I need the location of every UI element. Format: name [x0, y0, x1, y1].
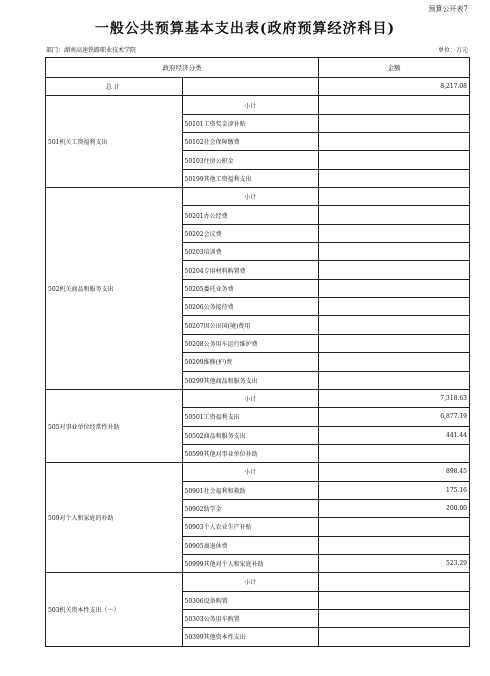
item-amount: 523.29 — [319, 554, 470, 572]
group-subtotal-row — [46, 463, 470, 481]
header-amount: 金额 — [319, 58, 470, 78]
group-name: 505对事业单位经常性补助 — [46, 389, 183, 462]
table-header-row — [46, 58, 470, 78]
item-name: 50903个人农业生产补贴 — [182, 518, 319, 536]
item-amount: 6,877.19 — [319, 408, 470, 426]
item-name: 50204专用材料购置费 — [182, 261, 319, 279]
item-name: 50501工资福利支出 — [182, 408, 319, 426]
item-name: 50101工资奖金津补贴 — [182, 114, 319, 132]
group-subtotal-row — [46, 573, 470, 591]
form-number: 预算公开表7 — [428, 5, 468, 13]
item-amount — [319, 169, 470, 187]
item-amount — [319, 243, 470, 261]
subtotal-label: 小计 — [182, 389, 319, 407]
item-amount — [319, 133, 470, 151]
unit-label: 单位：万元 — [437, 47, 468, 54]
item-name: 50202会议费 — [182, 224, 319, 242]
item-amount — [319, 518, 470, 536]
item-name: 50905离退休费 — [182, 536, 319, 554]
item-name: 50207因公出国(境)费用 — [182, 316, 319, 334]
group-name: 509对个人和家庭的补助 — [46, 463, 183, 573]
item-name: 50203培训费 — [182, 243, 319, 261]
item-name: 50103住房公积金 — [182, 151, 319, 169]
item-name: 50206公务接待费 — [182, 298, 319, 316]
item-name: 50102社会保障缴费 — [182, 133, 319, 151]
item-name: 50303公务用车购置 — [182, 609, 319, 627]
item-name: 50902助学金 — [182, 499, 319, 517]
item-amount: 200.00 — [319, 499, 470, 517]
budget-table — [45, 57, 470, 647]
total-item-cell — [182, 78, 319, 96]
item-amount — [319, 628, 470, 646]
department-label: 部门：湖南高速铁路职业技术学院 — [46, 47, 137, 54]
item-name: 50209维修(护)费 — [182, 353, 319, 371]
budget-table-body — [46, 58, 470, 647]
item-amount — [319, 298, 470, 316]
subtotal-amount: 7,318.63 — [319, 389, 470, 407]
item-amount — [319, 151, 470, 169]
total-row — [46, 78, 470, 96]
item-name: 50306设备购置 — [182, 591, 319, 609]
subtotal-amount: 898.45 — [319, 463, 470, 481]
subtotal-amount — [319, 96, 470, 114]
header-category: 政府经济分类 — [46, 58, 319, 78]
item-amount — [319, 224, 470, 242]
item-amount — [319, 206, 470, 224]
item-name: 50201办公经费 — [182, 206, 319, 224]
total-label: 总计 — [46, 78, 183, 96]
item-name: 50399其他资本性支出 — [182, 628, 319, 646]
item-amount — [319, 371, 470, 389]
item-amount — [319, 444, 470, 462]
item-name: 50999其他对个人和家庭补助 — [182, 554, 319, 572]
item-amount — [319, 114, 470, 132]
document-title: 一般公共预算基本支出表(政府预算经济科目) — [94, 21, 396, 37]
item-amount: 175.16 — [319, 481, 470, 499]
group-name: 502机关商品和服务支出 — [46, 188, 183, 390]
item-name: 50205委托业务费 — [182, 279, 319, 297]
item-amount — [319, 334, 470, 352]
item-amount — [319, 536, 470, 554]
group-name: 503机关资本性支出（一） — [46, 573, 183, 646]
subtotal-label: 小计 — [182, 188, 319, 206]
item-name: 50502商品和服务支出 — [182, 426, 319, 444]
subtotal-amount — [319, 188, 470, 206]
item-amount — [319, 279, 470, 297]
item-name: 50208公务用车运行维护费 — [182, 334, 319, 352]
subtotal-label: 小计 — [182, 96, 319, 114]
group-name: 501机关工资福利支出 — [46, 96, 183, 188]
item-amount — [319, 261, 470, 279]
item-name: 50599其他对事业单位补助 — [182, 444, 319, 462]
item-amount — [319, 353, 470, 371]
group-subtotal-row — [46, 96, 470, 114]
subtotal-label: 小计 — [182, 463, 319, 481]
subtotal-amount — [319, 573, 470, 591]
item-amount: 441.44 — [319, 426, 470, 444]
item-name: 50199其他工资福利支出 — [182, 169, 319, 187]
item-amount — [319, 609, 470, 627]
total-amount: 8,217.08 — [319, 78, 470, 96]
item-amount — [319, 591, 470, 609]
group-subtotal-row — [46, 188, 470, 206]
subtotal-label: 小计 — [182, 573, 319, 591]
item-name: 50299其他商品和服务支出 — [182, 371, 319, 389]
item-name: 50901社会福利和救助 — [182, 481, 319, 499]
item-amount — [319, 316, 470, 334]
group-subtotal-row — [46, 389, 470, 407]
